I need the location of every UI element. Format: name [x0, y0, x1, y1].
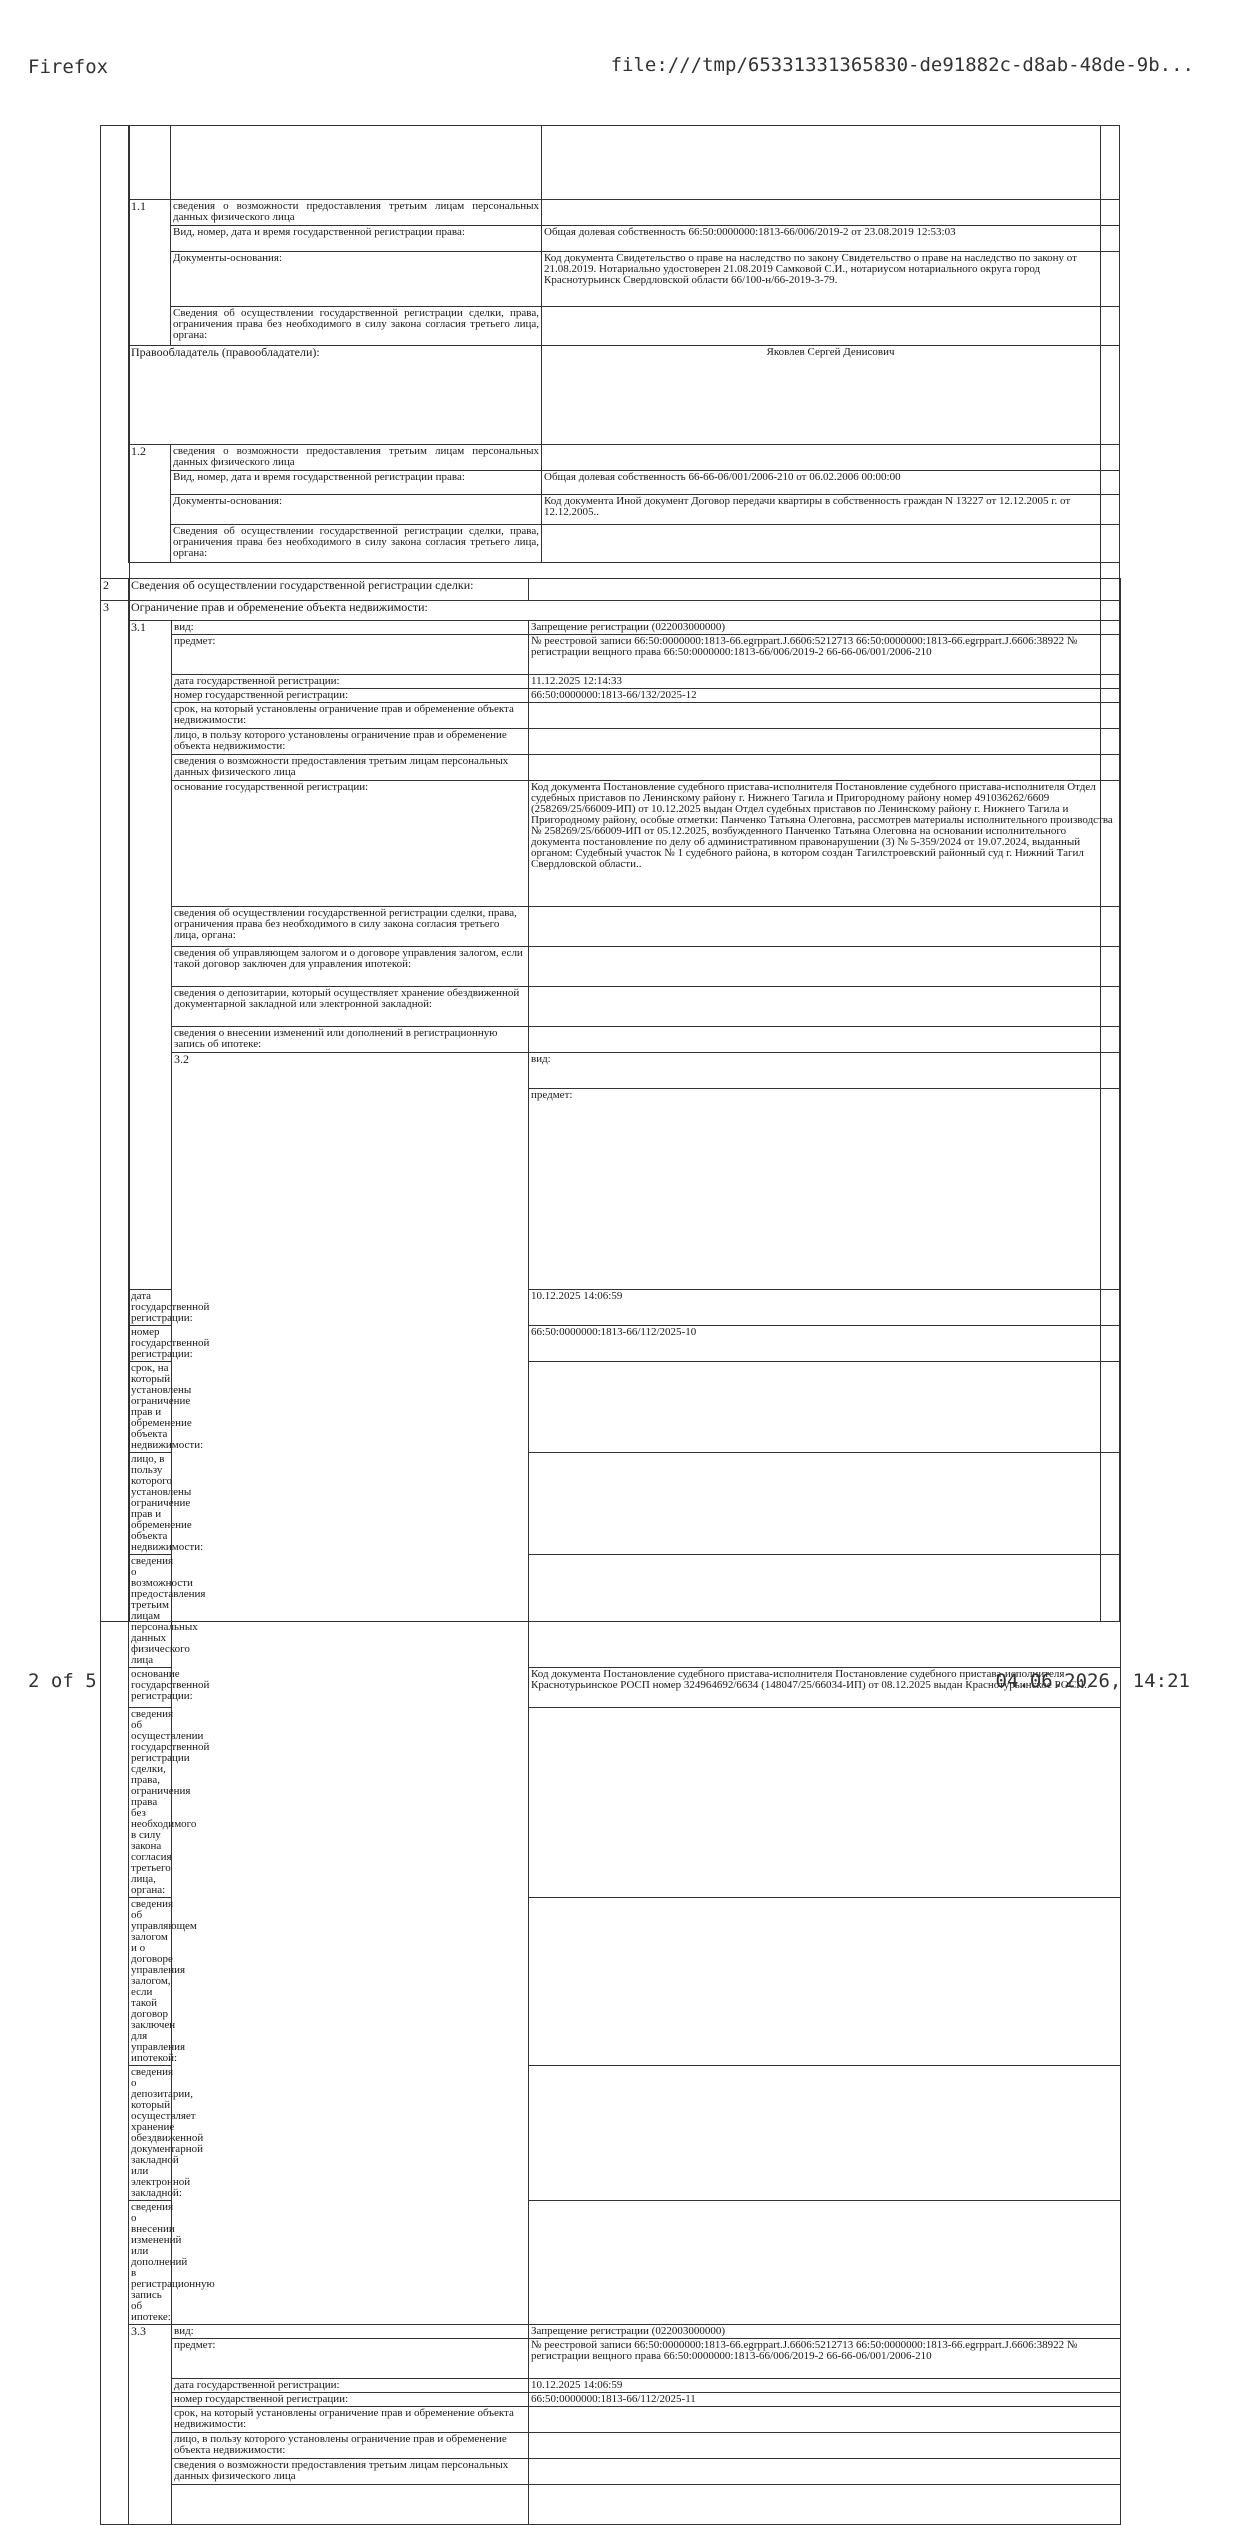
- term-label: срок, на который установлены ограничение прав и обременение объекта недвижимости:: [172, 703, 529, 729]
- blank-cell: [129, 126, 171, 200]
- vid-value: Запрещение регистрации (022003000000): [529, 2325, 1121, 2339]
- reg-num-label: номер государственной регистрации:: [172, 2393, 529, 2407]
- reg-num-value: 66:50:0000000:1813-66/112/2025-11: [529, 2393, 1121, 2407]
- depositary-value: [529, 987, 1121, 1027]
- blank-cell: [172, 2485, 529, 2525]
- docs-value: Код документа Свидетельство о праве на наследство по закону Свидетельство о праве на наследство по закону от 21.08.2019. Нотариально удостоверен 21.08.2019 Самковой С.И., нотариусом нотариального округа город Краснотурьинск Свердловской области 66/100-н/66-2019-3-79.: [542, 252, 1120, 307]
- mortgage-changes-label: сведения о внесении изменений или дополнений в регистрационную запись об ипотеке:: [172, 1027, 529, 1053]
- depositary-value: [529, 2066, 1121, 2201]
- pledge-manager-value: [529, 947, 1121, 987]
- reg-date-label: дата государственной регистрации:: [172, 675, 529, 689]
- term-label: срок, на который установлены ограничение прав и обременение объекта недвижимости:: [129, 1362, 172, 1453]
- pd-third-value: [542, 445, 1120, 471]
- basis-label: основание государственной регистрации:: [172, 781, 529, 907]
- pd-third-value: [529, 2459, 1121, 2485]
- page-url: file:///tmp/65331331365830-de91882c-d8ab-48de-9b...: [610, 54, 1194, 76]
- term-value: [529, 703, 1121, 729]
- predmet-label: предмет:: [172, 635, 529, 675]
- reg-date-label: дата государственной регистрации:: [129, 1290, 172, 1326]
- pledge-manager-label: сведения об управляющем залогом и о договоре управления залогом, если такой договор заключен для управления ипотекой:: [172, 947, 529, 987]
- reg-num-value: 66:50:0000000:1813-66/112/2025-10: [529, 1326, 1121, 1362]
- blank-cell: [171, 126, 542, 200]
- reg-date-value: 11.12.2025 12:14:33: [529, 675, 1121, 689]
- no-consent-value: [529, 1708, 1121, 1898]
- pd-third-label: сведения о возможности предоставления третьим лицам персональных данных физического лица: [171, 200, 542, 226]
- browser-name: Firefox: [28, 56, 109, 78]
- term-label: срок, на который установлены ограничение прав и обременение объекта недвижимости:: [172, 2407, 529, 2433]
- depositary-label: сведения о депозитарии, который осуществляет хранение обездвиженной документарной закладной или электронной закладной:: [129, 2066, 172, 2201]
- blank-cell: [542, 126, 1120, 200]
- docs-label: Документы-основания:: [171, 495, 542, 525]
- holder-name: Яковлев Сергей Денисович: [542, 346, 1120, 445]
- section-value: [529, 579, 1121, 601]
- predmet-value: № реестровой записи 66:50:0000000:1813-66.egrppart.J.6606:5212713 66:50:0000000:1813-66.egrppart.J.6606:38922 № регистрации вещного права 66:50:0000000:1813-66/006/2019-2 66-66-06/001/2006-210: [529, 2339, 1121, 2379]
- section-number: 3: [101, 601, 129, 2525]
- pd-third-value: [529, 1555, 1121, 1668]
- section-title: Ограничение прав и обременение объекта недвижимости:: [129, 601, 1121, 621]
- blank-cell: [529, 2485, 1121, 2525]
- predmet-label: предмет:: [172, 2339, 529, 2379]
- beneficiary-label: лицо, в пользу которого установлены ограничение прав и обременение объекта недвижимости:: [172, 2433, 529, 2459]
- pd-third-label: сведения о возможности предоставления третьим лицам персональных данных физического лица: [172, 755, 529, 781]
- mortgage-changes-value: [529, 1027, 1121, 1053]
- no-consent-label: Сведения об осуществлении государственной регистрации сделки, права, ограничения права без необходимого в силу закона согласия третьего лица, органа:: [171, 525, 542, 563]
- basis-value: Код документа Постановление судебного пристава-исполнителя Постановление судебного пристава-исполнителя Краснотурьинское РОСП номер 324964692/6634 (148047/25/66034-ИП) от 08.12.2025 выдан Краснотурьинское РОСП..: [529, 1668, 1121, 1708]
- pd-third-value: [529, 755, 1121, 781]
- reg-kind-label: Вид, номер, дата и время государственной регистрации права:: [171, 226, 542, 252]
- reg-num-label: номер государственной регистрации:: [172, 689, 529, 703]
- reg-date-value: 10.12.2025 14:06:59: [529, 1290, 1121, 1326]
- term-value: [529, 2407, 1121, 2433]
- beneficiary-value: [529, 729, 1121, 755]
- reg-date-value: 10.12.2025 14:06:59: [529, 2379, 1121, 2393]
- sections-table: [100, 578, 1121, 2525]
- beneficiary-value: [529, 1453, 1121, 1555]
- predmet-label: предмет:: [529, 1089, 1121, 1290]
- pd-third-label: сведения о возможности предоставления третьим лицам персональных данных физического лица: [172, 2459, 529, 2485]
- basis-value: Код документа Постановление судебного пристава-исполнителя Постановление судебного пристава-исполнителя Отдел судебных приставов по Ленинскому району г. Нижнего Тагила и Пригородному району номер 491036262/6609 (258269/25/66009-ИП) от 10.12.2025 выдан Отдел судебных приставов по Ленинскому району г. Нижнего Тагила и Пригородному району, особые отметки: Панченко Татьяна Олеговна, рассмотрев материалы исполнительного производства № 258269/25/66009-ИП от 05.12.2025, возбужденного Панченко Татьяна Олеговна на основании исполнительного документа постановление по делу об административном правонарушении (3) № 5-359/2024 от 19.07.2024, выданный органом: Судебный участок № 1 судебного района, в котором создан Тагилстроевский районный суд г. Нижний Тагил Свердловской области..: [529, 781, 1121, 907]
- right-number: 1.2: [129, 445, 171, 563]
- print-datetime: 04.06.2026, 14:21: [995, 1670, 1190, 1692]
- term-value: [529, 1362, 1121, 1453]
- no-consent-label: сведения об осуществлении государственной регистрации сделки, права, ограничения права без необходимого в силу закона согласия третьего лица, органа:: [129, 1708, 172, 1898]
- docs-value: Код документа Иной документ Договор передачи квартиры в собственность граждан N 13227 от 12.12.2005 г. от 12.12.2005..: [542, 495, 1120, 525]
- beneficiary-value: [529, 2433, 1121, 2459]
- vid-label: вид:: [529, 1053, 1121, 1089]
- reg-kind-value: Общая долевая собственность 66:50:0000000:1813-66/006/2019-2 от 23.08.2019 12:53:03: [542, 226, 1120, 252]
- beneficiary-label: лицо, в пользу которого установлены ограничение прав и обременение объекта недвижимости:: [129, 1453, 172, 1555]
- mortgage-changes-value: [529, 2201, 1121, 2325]
- encumbrance-number: 3.3: [129, 2325, 172, 2525]
- section-title: Сведения об осуществлении государственной регистрации сделки:: [129, 579, 529, 601]
- no-consent-value: [542, 525, 1120, 563]
- reg-num-value: 66:50:0000000:1813-66/132/2025-12: [529, 689, 1121, 703]
- holder-label: Правообладатель (правообладатели):: [129, 346, 542, 445]
- basis-label: основание государственной регистрации:: [129, 1668, 172, 1708]
- no-consent-value: [542, 307, 1120, 346]
- predmet-value: № реестровой записи 66:50:0000000:1813-66.egrppart.J.6606:5212713 66:50:0000000:1813-66.egrppart.J.6606:38922 № регистрации вещного права 66:50:0000000:1813-66/006/2019-2 66-66-06/001/2006-210: [529, 635, 1121, 675]
- reg-date-label: дата государственной регистрации:: [172, 2379, 529, 2393]
- beneficiary-label: лицо, в пользу которого установлены ограничение прав и обременение объекта недвижимости:: [172, 729, 529, 755]
- vid-label: вид:: [172, 621, 529, 635]
- rights-table: [128, 125, 1120, 563]
- no-consent-value: [529, 907, 1121, 947]
- docs-label: Документы-основания:: [171, 252, 542, 307]
- reg-num-label: номер государственной регистрации:: [129, 1326, 172, 1362]
- right-number: 1.1: [129, 200, 171, 346]
- depositary-label: сведения о депозитарии, который осуществляет хранение обездвиженной документарной закладной или электронной закладной:: [172, 987, 529, 1027]
- pledge-manager-value: [529, 1898, 1121, 2066]
- reg-kind-value: Общая долевая собственность 66-66-06/001/2006-210 от 06.02.2006 00:00:00: [542, 471, 1120, 495]
- encumbrance-number: 3.2: [172, 1053, 529, 2325]
- pledge-manager-label: сведения об управляющем залогом и о договоре управления залогом, если такой договор заключен для управления ипотекой:: [129, 1898, 172, 2066]
- no-consent-label: Сведения об осуществлении государственной регистрации сделки, права, ограничения права без необходимого в силу закона согласия третьего лица, органа:: [171, 307, 542, 346]
- section-number: 2: [101, 579, 129, 601]
- no-consent-label: сведения об осуществлении государственной регистрации сделки, права, ограничения права без необходимого в силу закона согласия третьего лица, органа:: [172, 907, 529, 947]
- vid-label: вид:: [172, 2325, 529, 2339]
- encumbrance-number: 3.1: [129, 621, 172, 1290]
- pd-third-label: сведения о возможности предоставления третьим лицам персональных данных физического лица: [129, 1555, 172, 1668]
- vid-value: Запрещение регистрации (022003000000): [529, 621, 1121, 635]
- pd-third-label: сведения о возможности предоставления третьим лицам персональных данных физического лица: [171, 445, 542, 471]
- mortgage-changes-label: сведения о внесении изменений или дополнений в регистрационную запись об ипотеке:: [129, 2201, 172, 2325]
- page-counter: 2 of 5: [28, 1670, 97, 1692]
- reg-kind-label: Вид, номер, дата и время государственной регистрации права:: [171, 471, 542, 495]
- pd-third-value: [542, 200, 1120, 226]
